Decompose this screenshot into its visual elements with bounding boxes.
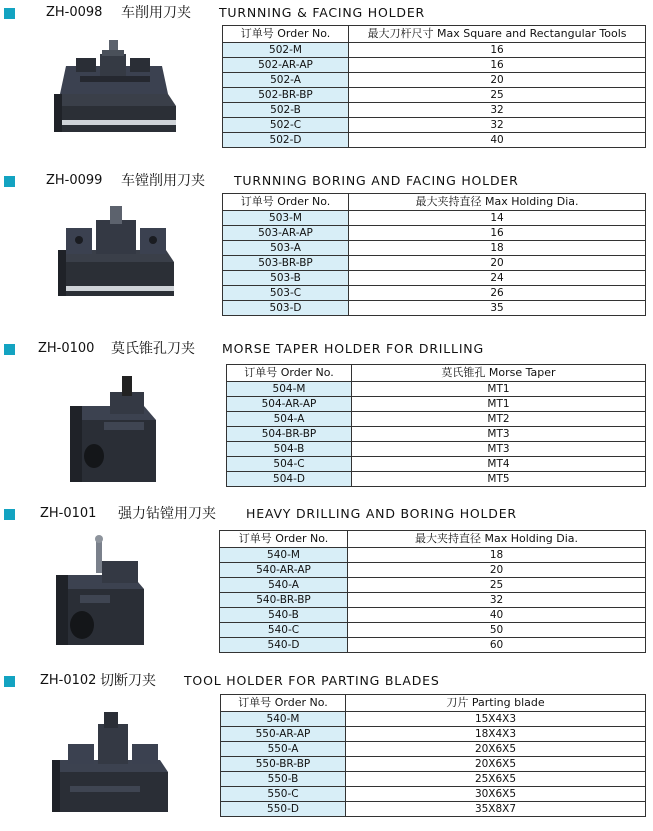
spec-value-cell: 40 (348, 608, 646, 623)
order-no-cell: 550-A (221, 742, 346, 757)
order-no-cell: 502-D (223, 133, 349, 148)
spec-value-cell: 15X4X3 (346, 712, 646, 727)
spec-value-cell: 50 (348, 623, 646, 638)
section-zh-0101 (0, 505, 653, 665)
spec-table (226, 364, 646, 487)
table-row (223, 73, 646, 88)
heavy-drilling-holder-image (40, 531, 190, 651)
product-code: ZH-0100 (38, 341, 95, 356)
column-header-order-no: 订单号 Order No. (223, 26, 349, 43)
spec-value-cell: 20 (349, 73, 646, 88)
column-header-order-no: 订单号 Order No. (227, 365, 352, 382)
column-header-spec: 莫氏锥孔 Morse Taper (352, 365, 646, 382)
order-no-cell: 550-B (221, 772, 346, 787)
order-no-cell: 540-A (220, 578, 348, 593)
table-row (223, 133, 646, 148)
title-chinese: 车削用刀夹 (121, 5, 191, 21)
table-row (223, 43, 646, 58)
table-row (220, 548, 646, 563)
table-header-row (223, 26, 646, 43)
spec-value-cell: MT3 (352, 427, 646, 442)
product-code: ZH-0102 (40, 673, 97, 688)
column-header-spec: 最大刀杆尺寸 Max Square and Rectangular Tools (349, 26, 646, 43)
section-zh-0098 (0, 4, 653, 164)
spec-value-cell: 35X8X7 (346, 802, 646, 817)
order-no-cell: 550-AR-AP (221, 727, 346, 742)
order-no-cell: 502-A (223, 73, 349, 88)
table-row (227, 397, 646, 412)
spec-value-cell: 20X6X5 (346, 757, 646, 772)
spec-table (222, 193, 646, 316)
column-header-order-no: 订单号 Order No. (221, 695, 346, 712)
section-heading (0, 672, 653, 692)
table-row (223, 211, 646, 226)
order-no-cell: 503-B (223, 271, 349, 286)
spec-value-cell: 32 (349, 103, 646, 118)
table-row (221, 802, 646, 817)
column-header-order-no: 订单号 Order No. (220, 531, 348, 548)
order-no-cell: 502-B (223, 103, 349, 118)
spec-value-cell: MT3 (352, 442, 646, 457)
table-row (227, 457, 646, 472)
table-row (220, 623, 646, 638)
turning-holder-image (40, 36, 190, 156)
spec-value-cell: 20 (348, 563, 646, 578)
title-english: HEAVY DRILLING AND BORING HOLDER (246, 506, 517, 521)
product-code: ZH-0099 (46, 173, 103, 188)
spec-value-cell: 60 (348, 638, 646, 653)
spec-value-cell: 16 (349, 43, 646, 58)
square-bullet-icon (4, 176, 15, 187)
table-row (220, 578, 646, 593)
section-zh-0099 (0, 172, 653, 332)
table-row (223, 271, 646, 286)
spec-value-cell: 16 (349, 58, 646, 73)
table-row (221, 742, 646, 757)
order-no-cell: 502-C (223, 118, 349, 133)
spec-value-cell: 26 (349, 286, 646, 301)
table-row (220, 608, 646, 623)
table-header-row (221, 695, 646, 712)
product-code: ZH-0098 (46, 5, 103, 20)
order-no-cell: 503-A (223, 241, 349, 256)
column-header-spec: 最大夹持直径 Max Holding Dia. (349, 194, 646, 211)
order-no-cell: 550-D (221, 802, 346, 817)
spec-value-cell: 20 (349, 256, 646, 271)
order-no-cell: 502-AR-AP (223, 58, 349, 73)
table-row (223, 58, 646, 73)
section-zh-0100 (0, 340, 653, 500)
order-no-cell: 502-M (223, 43, 349, 58)
square-bullet-icon (4, 8, 15, 19)
order-no-cell: 540-D (220, 638, 348, 653)
section-zh-0102 (0, 672, 653, 830)
table-row (221, 727, 646, 742)
order-no-cell: 503-C (223, 286, 349, 301)
order-no-cell: 540-M (221, 712, 346, 727)
table-row (223, 256, 646, 271)
order-no-cell: 503-BR-BP (223, 256, 349, 271)
morse-taper-holder-image (40, 370, 190, 490)
order-no-cell: 504-C (227, 457, 352, 472)
spec-value-cell: 32 (349, 118, 646, 133)
spec-value-cell: 18 (349, 241, 646, 256)
spec-value-cell: 35 (349, 301, 646, 316)
spec-value-cell: 30X6X5 (346, 787, 646, 802)
square-bullet-icon (4, 344, 15, 355)
table-row (227, 382, 646, 397)
table-row (223, 103, 646, 118)
section-heading (0, 4, 653, 24)
table-row (223, 88, 646, 103)
title-chinese: 强力钻镗用刀夹 (118, 506, 216, 522)
order-no-cell: 504-A (227, 412, 352, 427)
spec-table (222, 25, 646, 148)
order-no-cell: 503-D (223, 301, 349, 316)
order-no-cell: 550-BR-BP (221, 757, 346, 772)
boring-holder-image (40, 200, 190, 320)
table-row (223, 241, 646, 256)
order-no-cell: 502-BR-BP (223, 88, 349, 103)
spec-value-cell: 14 (349, 211, 646, 226)
table-row (223, 226, 646, 241)
order-no-cell: 540-BR-BP (220, 593, 348, 608)
spec-value-cell: 40 (349, 133, 646, 148)
table-row (221, 757, 646, 772)
spec-value-cell: MT2 (352, 412, 646, 427)
title-english: MORSE TAPER HOLDER FOR DRILLING (222, 341, 484, 356)
order-no-cell: 540-C (220, 623, 348, 638)
title-english: TURNNING & FACING HOLDER (219, 5, 425, 20)
table-row (220, 563, 646, 578)
spec-value-cell: 24 (349, 271, 646, 286)
square-bullet-icon (4, 676, 15, 687)
table-row (223, 301, 646, 316)
title-chinese: 莫氏锥孔刀夹 (111, 341, 195, 357)
title-english: TOOL HOLDER FOR PARTING BLADES (184, 673, 440, 688)
section-heading (0, 340, 653, 360)
spec-value-cell: 25 (349, 88, 646, 103)
square-bullet-icon (4, 509, 15, 520)
order-no-cell: 503-M (223, 211, 349, 226)
table-header-row (227, 365, 646, 382)
spec-value-cell: 16 (349, 226, 646, 241)
column-header-spec: 刀片 Parting blade (346, 695, 646, 712)
table-row (220, 638, 646, 653)
table-header-row (223, 194, 646, 211)
order-no-cell: 504-B (227, 442, 352, 457)
order-no-cell: 504-M (227, 382, 352, 397)
table-row (227, 412, 646, 427)
spec-value-cell: 18X4X3 (346, 727, 646, 742)
product-code: ZH-0101 (40, 506, 97, 521)
table-row (223, 286, 646, 301)
parting-blade-holder-image (40, 706, 190, 826)
table-row (227, 472, 646, 487)
column-header-order-no: 订单号 Order No. (223, 194, 349, 211)
order-no-cell: 540-AR-AP (220, 563, 348, 578)
order-no-cell: 503-AR-AP (223, 226, 349, 241)
table-row (221, 772, 646, 787)
spec-value-cell: MT1 (352, 397, 646, 412)
table-row (221, 712, 646, 727)
column-header-spec: 最大夹持直径 Max Holding Dia. (348, 531, 646, 548)
order-no-cell: 550-C (221, 787, 346, 802)
spec-value-cell: 18 (348, 548, 646, 563)
table-row (227, 442, 646, 457)
spec-value-cell: 25 (348, 578, 646, 593)
spec-value-cell: MT1 (352, 382, 646, 397)
spec-table (220, 694, 646, 817)
table-row (223, 118, 646, 133)
table-row (221, 787, 646, 802)
order-no-cell: 504-AR-AP (227, 397, 352, 412)
table-header-row (220, 531, 646, 548)
spec-table (219, 530, 646, 653)
spec-value-cell: 20X6X5 (346, 742, 646, 757)
section-heading (0, 172, 653, 192)
order-no-cell: 540-M (220, 548, 348, 563)
spec-value-cell: 32 (348, 593, 646, 608)
section-heading (0, 505, 653, 525)
title-chinese: 切断刀夹 (100, 673, 156, 689)
table-row (220, 593, 646, 608)
title-english: TURNNING BORING AND FACING HOLDER (234, 173, 519, 188)
spec-value-cell: MT5 (352, 472, 646, 487)
order-no-cell: 504-D (227, 472, 352, 487)
table-row (227, 427, 646, 442)
title-chinese: 车镗削用刀夹 (121, 173, 205, 189)
spec-value-cell: 25X6X5 (346, 772, 646, 787)
order-no-cell: 540-B (220, 608, 348, 623)
order-no-cell: 504-BR-BP (227, 427, 352, 442)
spec-value-cell: MT4 (352, 457, 646, 472)
